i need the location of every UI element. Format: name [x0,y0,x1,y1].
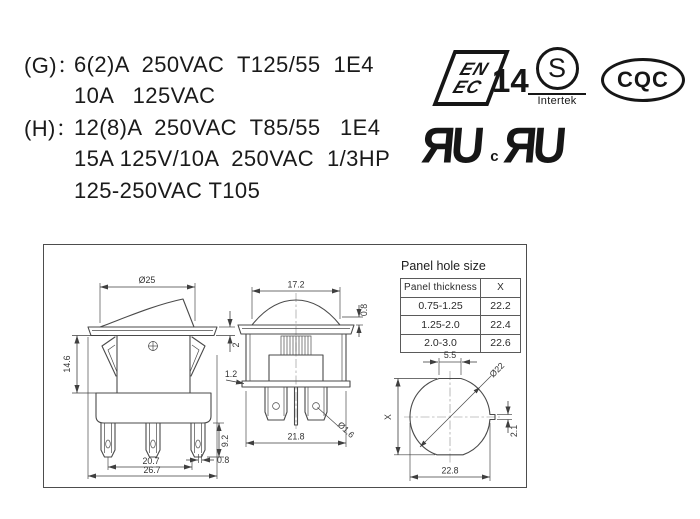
ribbed-plunger [284,336,308,355]
panel-hole-size-block [400,259,521,353]
dim-label-terminal-pitch: 20.7 [142,456,160,466]
dim-label-rocker-width: 17.2 [287,279,305,290]
dim-label-bottom-flange: 1.2 [224,369,238,379]
dim-label-body-height: 14.6 [62,355,72,373]
dim-label-body-width: 21.8 [287,431,305,442]
s-mark-icon [536,47,579,90]
rating-line-g2 [24,81,390,113]
rating-line-h3 [24,175,390,207]
rating-text: 10A 125VAC [74,83,216,109]
enec-certification-logo [428,47,532,109]
dim-label-x-height: X [383,414,393,420]
intertek-caption: Intertek [537,95,577,107]
table-title: Panel hole size [401,259,486,273]
panel-hole-size-table [400,278,521,353]
table-cell: 1.25-2.0 [401,316,481,335]
technical-drawing-panel [43,244,527,488]
table-cell: 0.75-1.25 [401,297,481,316]
dim-label-terminal-length: 9.2 [220,434,230,448]
dim-label-rocker-dia: Ø25 [138,275,156,285]
ul-recognized-marks [419,115,565,174]
dim-label-terminal-thickness: 0.8 [217,455,230,465]
rating-line-h1 [24,112,390,144]
dim-label-hole-dia: Ø1.6 [335,419,357,440]
dim-label-hole-dia: Ø22 [487,360,507,380]
switch-side-view-drawing [56,271,251,483]
table-cell: 22.4 [481,316,521,335]
table-cell: 2.0-3.0 [401,334,481,353]
table-row [401,297,521,316]
rating-text: 125-250VAC T105 [74,177,261,203]
switch-front-view-drawing [224,279,369,455]
cqc-text: CQC [617,67,669,92]
panel-hole-drawing [378,345,528,487]
dim-label-total-width: 26.7 [143,465,161,475]
terminal [265,387,287,420]
table-cell: 22.6 [481,334,521,353]
ul-us-mark-icon: ЯU [419,115,483,174]
rating-label: (H)： [24,116,79,142]
dim-label-lip: 0.8 [359,303,369,317]
terminal [146,423,160,457]
terminal [305,387,327,420]
table-header-cell: Panel thickness [401,279,481,298]
rating-text: 15A 125V/10A 250VAC 1/3HP [74,146,391,172]
table-cell: 22.2 [481,297,521,316]
enec-text-bottom: EC [450,77,485,97]
dim-label-flat-width: 5.5 [443,350,457,360]
rating-line-h2 [24,144,390,176]
table-header-cell: X [481,279,521,298]
intertek-s-mark-logo [526,47,588,111]
rating-label: (G)： [24,53,80,79]
rating-line-g1 [24,49,390,81]
dim-label-hole-width: 22.8 [441,465,459,476]
dim-label-flange-thickness: 2 [231,342,241,348]
terminal [101,423,115,457]
terminal [191,423,205,457]
ratings-block [24,49,390,207]
dim-label-notch: 2.1 [509,424,519,438]
rating-text: 12(8)A 250VAC T85/55 1E4 [74,114,381,140]
rating-text: 6(2)A 250VAC T125/55 1E4 [74,51,374,77]
cqc-certification-logo [601,58,685,102]
s-mark-letter: S [547,53,566,83]
ul-canada-mark-icon: ЯU [501,115,565,174]
table-row [401,316,521,335]
ul-canada-prefix: c [490,148,499,165]
enec-number: 14 [492,62,529,99]
enec-text-top: EN [457,59,492,79]
